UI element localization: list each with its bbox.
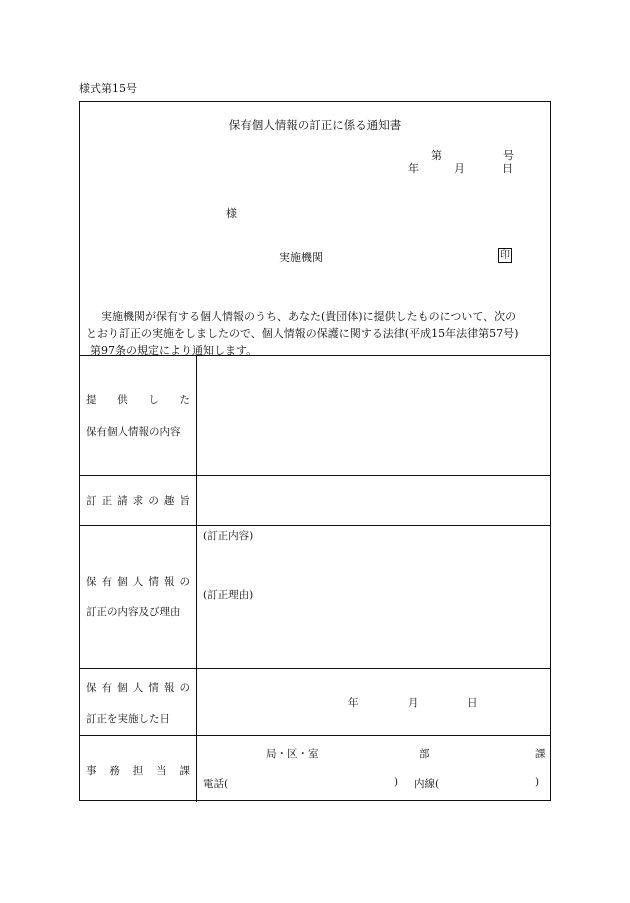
agency-label: 実施機関 xyxy=(279,251,323,264)
section-department: 部 xyxy=(419,748,430,760)
correction-label-line1: 保 有 個 人 情 報 の xyxy=(86,576,190,588)
date-month: 月 xyxy=(454,162,465,175)
provided-label-line2: 保有個人情報の内容 xyxy=(86,426,181,438)
implemented-year: 年 xyxy=(348,697,359,709)
phone-close: ) xyxy=(394,776,399,788)
notice-line-2: とおり訂正の実施をしましたので、個人情報の保護に関する法律(平成15年法律第57号) xyxy=(86,327,519,340)
extension-close: ) xyxy=(535,776,540,788)
form-frame xyxy=(79,101,551,801)
section-bureau: 局・区・室 xyxy=(266,748,319,760)
seal-mark: 印 xyxy=(500,250,510,261)
implemented-month: 月 xyxy=(408,697,419,709)
addressee-suffix: 様 xyxy=(226,207,237,220)
notice-paragraph xyxy=(86,308,545,359)
section-division: 課 xyxy=(535,748,546,760)
table-rule-top xyxy=(80,355,550,356)
form-title: 保有個人情報の訂正に係る通知書 xyxy=(228,118,402,132)
table-rule-2 xyxy=(80,525,550,526)
extension-label: 内線( xyxy=(414,778,440,790)
date-day: 日 xyxy=(502,162,513,175)
number-go: 号 xyxy=(503,149,514,162)
correction-reason-label: (訂正理由) xyxy=(203,589,254,601)
correction-content-label: (訂正内容) xyxy=(203,530,254,542)
section-label: 事 務 担 当 課 xyxy=(86,765,190,777)
implemented-label-line1: 保 有 個 人 情 報 の xyxy=(86,682,190,694)
implemented-label-line2: 訂正を実施した日 xyxy=(86,713,170,725)
number-dai: 第 xyxy=(431,149,442,162)
request-purpose-label: 訂 正 請 求 の 趣 旨 xyxy=(86,495,190,507)
notice-line-1: 実施機関が保有する個人情報のうち、あなた(貴団体)に提供したものについて、次の xyxy=(101,310,517,323)
table-rule-1 xyxy=(80,475,550,476)
phone-label: 電話( xyxy=(203,778,229,790)
date-year: 年 xyxy=(408,162,419,175)
notice-line-3: 第97条の規定により通知します。 xyxy=(90,344,258,357)
correction-label-line2: 訂正の内容及び理由 xyxy=(86,606,181,618)
table-column-divider xyxy=(196,355,197,802)
table-rule-4 xyxy=(80,735,550,736)
table-rule-3 xyxy=(80,668,550,669)
form-number: 様式第15号 xyxy=(79,82,137,95)
implemented-day: 日 xyxy=(467,697,478,709)
provided-label-line1: 提 供 し た xyxy=(86,394,190,406)
